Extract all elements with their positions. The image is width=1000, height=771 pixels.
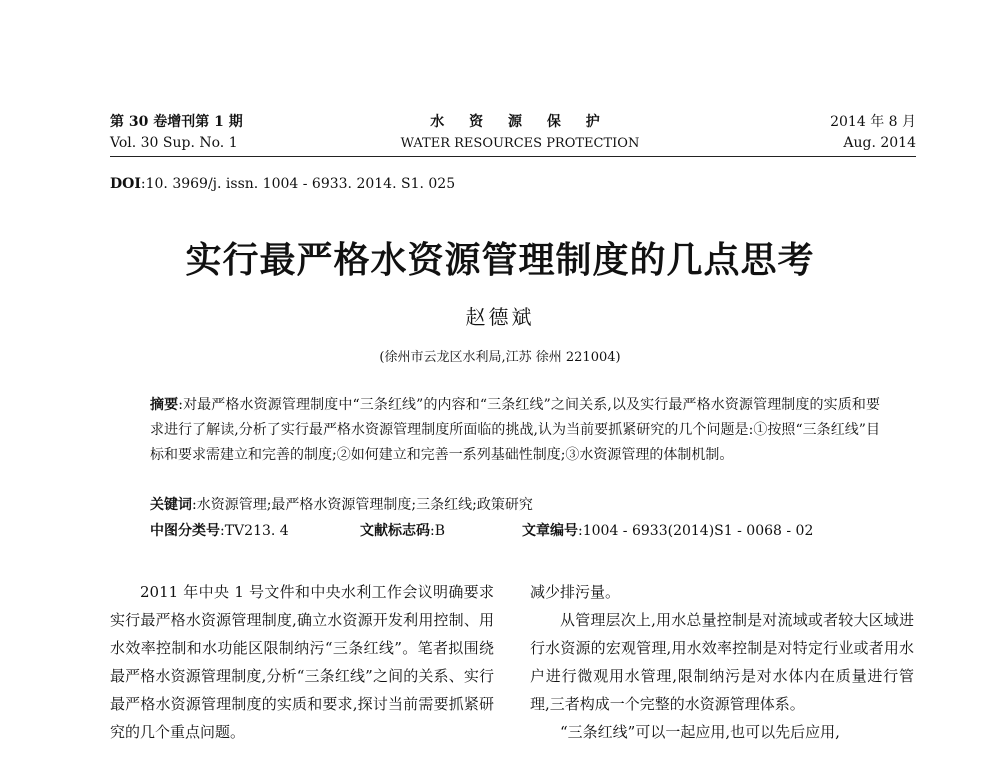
article-number-label: 文章编号 bbox=[522, 523, 578, 539]
body-column-left bbox=[110, 578, 494, 746]
author-affiliation: (徐州市云龙区水利局,江苏 徐州 221004) bbox=[379, 350, 621, 365]
header-rule bbox=[110, 156, 916, 157]
header-volume-en: Vol. 30 Sup. No. 1 bbox=[110, 135, 238, 151]
abstract bbox=[150, 393, 880, 468]
article-number bbox=[522, 519, 813, 544]
body-paragraph: 从管理层次上,用水总量控制是对流域或者较大区域进行水资源的宏观管理,用水效率控制是对特定行业或者用水户进行微观用水管理,限制纳污是对水体内在质量进行管理,三者构成一个完整的水资源管理体系。 bbox=[530, 611, 914, 713]
header-date-cn: 2014 年 8 月 bbox=[830, 114, 916, 130]
header-volume-cn: 第 30 卷增刊第 1 期 bbox=[110, 114, 243, 130]
clc-label: 中图分类号 bbox=[150, 523, 220, 539]
header-date-en: Aug. 2014 bbox=[843, 135, 916, 151]
header-date bbox=[830, 112, 916, 154]
body-paragraph: 2011 年中央 1 号文件和中央水利工作会议明确要求实行最严格水资源管理制度,确立水资源开发利用控制、用水效率控制和水功能区限制纳污“三条红线”。笔者拟围绕最严格水资源管理制度,分析“三条红线”之间的关系、实行最严格水资源管理制度的实质和要求,探讨当前需要抓紧研究的几个重点问题。 bbox=[110, 583, 494, 741]
clc-value: :TV213. 4 bbox=[220, 523, 289, 539]
header-volume bbox=[110, 112, 243, 154]
body-column-right bbox=[530, 578, 914, 746]
keywords-text: :水资源管理;最严格水资源管理制度;三条红线;政策研究 bbox=[192, 497, 533, 513]
abstract-text: :对最严格水资源管理制度中“三条红线”的内容和“三条红线”之间关系,以及实行最严格水资源管理制度的实质和要求进行了解读,分析了实行最严格水资源管理制度所面临的挑战,认为当前要抓紧研究的几个问题是:①按照“三条红线”目标和要求需建立和完善的制度;②如何建立和完善一系列基础性制度;③水资源管理的体制机制。 bbox=[150, 397, 881, 463]
document-code-label: 文献标志码 bbox=[360, 523, 430, 539]
keywords-label: 关键词 bbox=[150, 497, 192, 513]
doi-label: DOI bbox=[110, 176, 141, 192]
article-number-value: :1004 - 6933(2014)S1 - 0068 - 02 bbox=[578, 523, 814, 539]
abstract-label: 摘要 bbox=[150, 397, 179, 413]
journal-header bbox=[110, 112, 916, 154]
document-code-value: :B bbox=[430, 523, 446, 539]
doi-value: :10. 3969/j. issn. 1004 - 6933. 2014. S1. 025 bbox=[140, 176, 456, 192]
header-journal-en: WATER RESOURCES PROTECTION bbox=[400, 136, 640, 151]
article-author: 赵德斌 bbox=[465, 305, 535, 329]
document-code bbox=[360, 519, 445, 544]
header-journal-name bbox=[400, 112, 640, 154]
header-journal-cn: 水 资 源 保 护 bbox=[430, 114, 610, 130]
keywords bbox=[150, 493, 880, 518]
article-title: 实行最严格水资源管理制度的几点思考 bbox=[185, 239, 815, 281]
body-paragraph-continued: 减少排污量。 bbox=[530, 583, 621, 601]
body-paragraph: “三条红线”可以一起应用,也可以先后应用, bbox=[560, 723, 840, 741]
clc-number bbox=[150, 519, 289, 544]
doi-line bbox=[110, 176, 455, 192]
